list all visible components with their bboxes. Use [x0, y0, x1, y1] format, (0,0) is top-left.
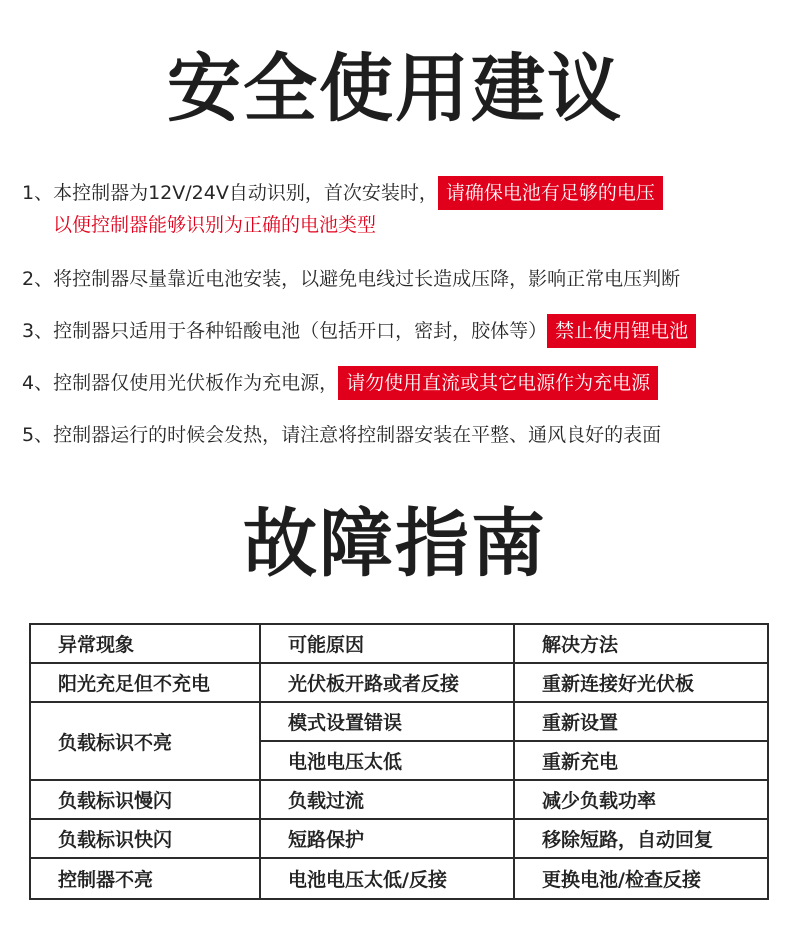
cell-cause: 短路保护	[260, 819, 514, 858]
tip-2	[22, 262, 680, 296]
troubleshooting-table	[29, 623, 769, 900]
cell-solution: 更换电池/检查反接	[514, 858, 768, 899]
cell-cause: 光伏板开路或者反接	[260, 663, 514, 702]
tip-5-text: 5、控制器运行的时候会发热，请注意将控制器安装在平整、通风良好的表面	[22, 424, 662, 446]
cell-symptom: 负载标识慢闪	[30, 780, 260, 819]
tip-1	[22, 176, 663, 210]
table-row	[30, 819, 768, 858]
table-header-row	[30, 624, 768, 663]
cell-solution: 减少负载功率	[514, 780, 768, 819]
header-solution: 解决方法	[514, 624, 768, 663]
tip-1-text: 1、本控制器为12V/24V自动识别，首次安装时，	[22, 182, 438, 204]
cell-symptom: 负载标识快闪	[30, 819, 260, 858]
table-row	[30, 663, 768, 702]
tip-5	[22, 418, 661, 452]
header-cause: 可能原因	[260, 624, 514, 663]
tip-1-highlight: 请确保电池有足够的电压	[438, 176, 663, 210]
cell-symptom: 负载标识不亮	[30, 702, 260, 780]
tip-2-text: 2、将控制器尽量靠近电池安装，以避免电线过长造成压降，影响正常电压判断	[22, 268, 681, 290]
header-symptom: 异常现象	[30, 624, 260, 663]
cell-cause: 模式设置错误	[260, 702, 514, 741]
tip-1-subline: 以便控制器能够识别为正确的电池类型	[53, 214, 377, 236]
tip-4-text: 4、控制器仅使用光伏板作为充电源，	[22, 372, 339, 394]
troubleshooting-title: 故障指南	[243, 501, 547, 587]
cell-cause: 负载过流	[260, 780, 514, 819]
table-row	[30, 780, 768, 819]
table-row	[30, 702, 768, 741]
cell-symptom: 阳光充足但不充电	[30, 663, 260, 702]
table-row	[30, 858, 768, 899]
tip-3	[22, 314, 696, 348]
cell-solution: 重新充电	[514, 741, 768, 780]
tip-3-text: 3、控制器只适用于各种铅酸电池（包括开口，密封，胶体等）	[22, 320, 548, 342]
cell-cause: 电池电压太低/反接	[260, 858, 514, 899]
cell-solution: 重新设置	[514, 702, 768, 741]
tip-4	[22, 366, 658, 400]
tip-4-highlight: 请勿使用直流或其它电源作为充电源	[338, 366, 658, 400]
cell-solution: 移除短路，自动回复	[514, 819, 768, 858]
cell-cause: 电池电压太低	[260, 741, 514, 780]
tip-3-highlight: 禁止使用锂电池	[547, 314, 696, 348]
cell-symptom: 控制器不亮	[30, 858, 260, 899]
cell-solution: 重新连接好光伏板	[514, 663, 768, 702]
safety-title: 安全使用建议	[167, 46, 623, 132]
